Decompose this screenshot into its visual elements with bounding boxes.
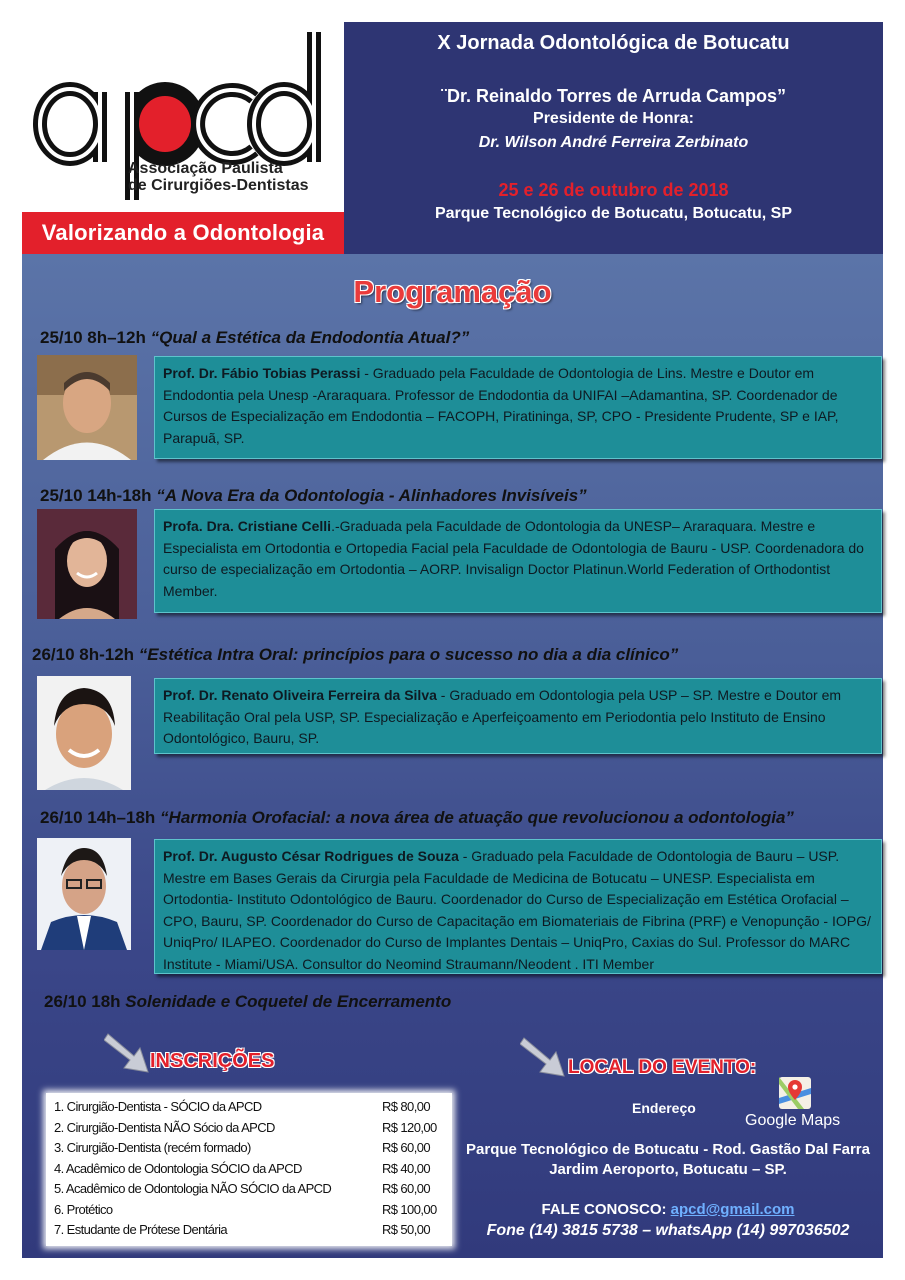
speaker-name: Profa. Dra. Cristiane Celli bbox=[163, 518, 332, 534]
fee-row bbox=[54, 1097, 444, 1118]
speaker-bio bbox=[154, 356, 882, 459]
speaker-description: - Graduado pela Faculdade de Odontologia de Bauru – USP. Mestre em Bases Gerais da Cirurgia pela Faculdade de Medicina de Botucatu – UNESP. Especialista em Ortodontia- Instituto Odontológico de Bauru. Coordenador do Curso de Especialização em Estética Orofacial – CPO, Bauru, SP. Coordenador do Curso de Capacitação em Biomateriais de Fibrina (PRF) e Venopunção - IOPG/ UniqPro/ ILAPEO. Coordenador do Curso de Implantes Dentais – UniqPro, Caxias do Sul. Professor do MARC Institute - Miami/USA. Consultor do Neomind Straumann/Neodent . ITI Member bbox=[163, 848, 871, 972]
contact-line bbox=[456, 1201, 880, 1218]
fee-row bbox=[54, 1200, 444, 1221]
fee-price: R$ 50,00 bbox=[382, 1222, 430, 1237]
fee-price: R$ 60,00 bbox=[382, 1181, 430, 1196]
fee-price: R$ 100,00 bbox=[382, 1201, 437, 1217]
fee-row bbox=[54, 1159, 444, 1180]
event-title: X Jornada Odontológica de Botucatu bbox=[437, 32, 790, 54]
google-maps-icon[interactable] bbox=[778, 1076, 812, 1110]
arrow-icon bbox=[520, 1034, 568, 1080]
fee-label: 6. Protético bbox=[54, 1201, 113, 1217]
google-maps-link[interactable]: Google Maps bbox=[745, 1112, 841, 1129]
contact-label: FALE CONOSCO: bbox=[541, 1201, 671, 1218]
speaker-bio bbox=[154, 839, 882, 974]
fee-price: R$ 80,00 bbox=[382, 1099, 430, 1114]
session-time: 26/10 14h–18h bbox=[40, 808, 156, 827]
session-heading bbox=[40, 808, 794, 828]
president-label: Presidente de Honra: bbox=[533, 110, 694, 127]
session-topic: “Harmonia Orofacial: a nova área de atuação que revolucionou a odontologia” bbox=[160, 808, 794, 827]
tagline-banner bbox=[22, 212, 344, 254]
session-topic: “Qual a Estética da Endodontia Atual?” bbox=[150, 328, 470, 347]
speaker-name: Prof. Dr. Augusto César Rodrigues de Souza bbox=[163, 848, 459, 864]
session-heading bbox=[32, 645, 678, 665]
speaker-photo bbox=[37, 355, 137, 460]
session-time: 25/10 8h–12h bbox=[40, 328, 146, 347]
location-title: LOCAL DO EVENTO: bbox=[568, 1057, 757, 1078]
event-address: Parque Tecnológico de Botucatu - Rod. Gastão Dal Farra Jardim Aeroporto, Botucatu – SP. bbox=[466, 1141, 870, 1178]
org-name-line2: de Cirurgiões-Dentistas bbox=[128, 177, 309, 194]
session-time: 25/10 14h-18h bbox=[40, 486, 152, 505]
speaker-description: .-Graduada pela Faculdade de Odontologia da UNESP– Araraquara. Mestre e Especialista em Ortodontia e Ortopedia Facial pela Faculdade de Odontologia de Bauru - USP. Coordenadora do curso de especialização em Ortodontia – AORP. Invisalign Doctor Platinun.World Federation of Orthodontist Member. bbox=[163, 518, 864, 599]
address-label: Endereço bbox=[632, 1100, 696, 1116]
session-topic: “Estética Intra Oral: princípios para o sucesso no dia a dia clínico” bbox=[138, 645, 679, 664]
president-name: Dr. Wilson André Ferreira Zerbinato bbox=[478, 134, 749, 151]
org-name-line1: Associação Paulista bbox=[128, 160, 283, 177]
fee-price: R$ 120,00 bbox=[382, 1119, 437, 1135]
speaker-description: - Graduado em Odontologia pela USP – SP. Mestre e Doutor em Reabilitação Oral pela USP, SP. Especialização e Aperfeiçoamento em Periodontia pelo Instituto de Ensino Odontológico, Bauru, SP. bbox=[163, 687, 842, 746]
closing-event bbox=[44, 992, 451, 1012]
fee-price: R$ 60,00 bbox=[382, 1140, 430, 1155]
fee-label: 4. Acadêmico de Odontologia SÓCIO da APCD bbox=[54, 1160, 302, 1176]
speaker-name: Prof. Dr. Fábio Tobias Perassi bbox=[163, 365, 361, 381]
arrow-icon bbox=[104, 1030, 152, 1076]
fee-row bbox=[54, 1179, 444, 1200]
registration-title: INSCRIÇÕES bbox=[150, 1050, 275, 1072]
program-title: Programação bbox=[353, 274, 552, 309]
speaker-photo bbox=[37, 838, 131, 950]
fee-label: 3. Cirurgião-Dentista (recém formado) bbox=[54, 1140, 251, 1155]
session-heading bbox=[40, 328, 469, 348]
org-name bbox=[128, 160, 348, 194]
fee-label: 2. Cirurgião-Dentista NÃO Sócio da APCD bbox=[54, 1119, 275, 1135]
email-link[interactable]: apcd@gmail.com bbox=[670, 1201, 795, 1218]
speaker-bio bbox=[154, 509, 882, 613]
closing-topic: Solenidade e Coquetel de Encerramento bbox=[125, 992, 452, 1011]
session-heading bbox=[40, 486, 587, 506]
event-header bbox=[344, 22, 883, 254]
speaker-description: - Graduado pela Faculdade de Odontologia de Lins. Mestre e Doutor em Endodontia pela Unesp -Araraquara. Professor de Endodontia da UNIFAI –Adamantina, SP. Coordenador de Cursos de Especialização em Endodontia – FACOPH, Piratininga, SP, CPO - Presidente Prudente, SP e IAP, Parapuã, SP. bbox=[163, 365, 839, 446]
speaker-photo bbox=[37, 509, 137, 619]
event-honoree: ¨Dr. Reinaldo Torres de Arruda Campos” bbox=[440, 86, 787, 106]
fee-row bbox=[54, 1118, 444, 1139]
speaker-name: Prof. Dr. Renato Oliveira Ferreira da Silva bbox=[163, 687, 437, 703]
fee-label: 1. Cirurgião-Dentista - SÓCIO da APCD bbox=[54, 1099, 262, 1114]
fees-table bbox=[46, 1093, 452, 1246]
fee-row bbox=[54, 1138, 444, 1159]
closing-time: 26/10 18h bbox=[44, 992, 121, 1011]
tagline-text: Valorizando a Odontologia bbox=[41, 220, 325, 245]
fee-row bbox=[54, 1220, 444, 1241]
session-topic: “A Nova Era da Odontologia - Alinhadores Invisíveis” bbox=[156, 486, 587, 505]
phone-line: Fone (14) 3815 5738 – whatsApp (14) 997036502 bbox=[486, 1222, 850, 1239]
event-venue: Parque Tecnológico de Botucatu, Botucatu, SP bbox=[434, 205, 793, 222]
speaker-bio bbox=[154, 678, 882, 754]
session-time: 26/10 8h-12h bbox=[32, 645, 135, 664]
fee-label: 7. Estudante de Prótese Dentária bbox=[54, 1222, 228, 1237]
speaker-photo bbox=[37, 676, 131, 790]
event-dates: 25 e 26 de outubro de 2018 bbox=[498, 180, 729, 200]
fee-price: R$ 40,00 bbox=[382, 1160, 430, 1176]
fee-label: 5. Acadêmico de Odontologia NÃO SÓCIO da APCD bbox=[54, 1181, 332, 1196]
